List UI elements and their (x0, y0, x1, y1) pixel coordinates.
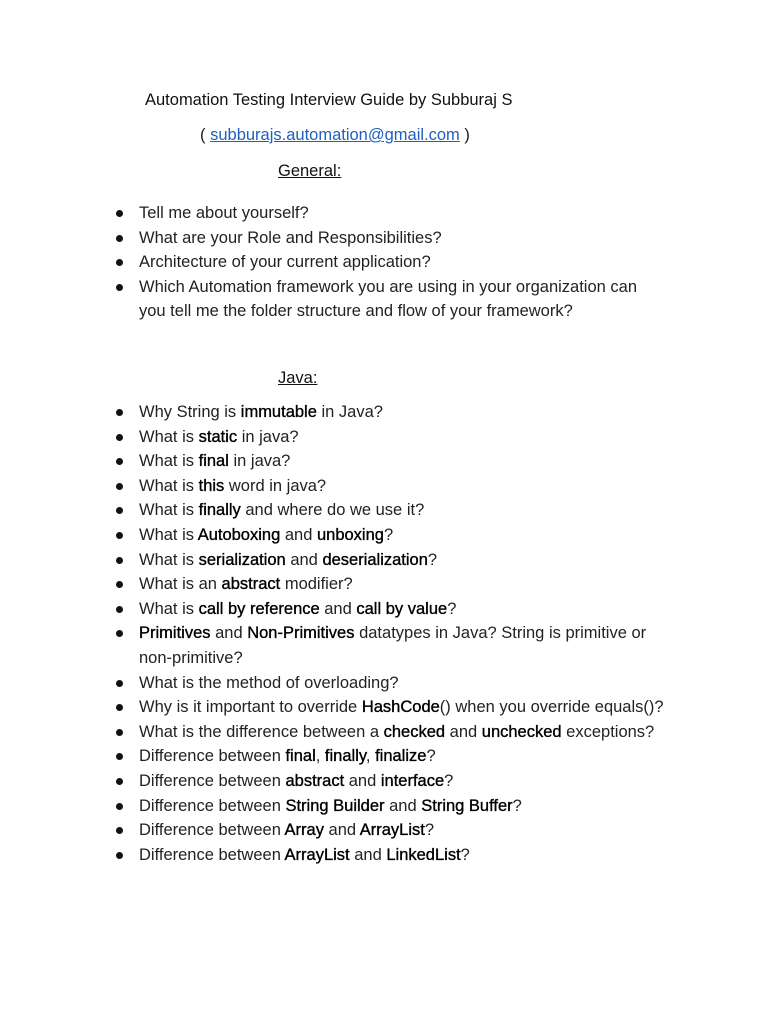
emphasized-term: Array (284, 821, 324, 840)
list-item-text: and (319, 599, 357, 618)
list-item (0, 744, 768, 769)
list-item (0, 498, 768, 523)
list-item-text: datatypes in Java? String is primitive or non-primitive? (139, 624, 647, 667)
list-item (0, 523, 768, 548)
list-item-text: and (210, 624, 248, 643)
list-item: Architecture of your current application? (0, 250, 768, 275)
emphasized-term: checked (383, 722, 446, 741)
list-item-text: Difference between (139, 796, 286, 815)
list-item-text: ? (512, 796, 522, 815)
list-item (0, 449, 768, 474)
list-item (0, 843, 768, 868)
list-item (0, 474, 768, 499)
email-line (200, 123, 470, 147)
list-item-text: ? (427, 550, 438, 569)
list-item-text: What is the method of overloading? (139, 673, 399, 692)
list-item: Tell me about yourself? (0, 201, 768, 226)
list-item-text: What is (139, 599, 199, 618)
list-item-text: and (445, 722, 482, 741)
email-link[interactable]: subburajs.automation@gmail.com (210, 126, 460, 144)
emphasized-term: final (198, 452, 229, 471)
list-item-text: What is the difference between a (139, 722, 384, 741)
emphasized-term: abstract (285, 771, 345, 790)
emphasized-term: deserialization (322, 550, 428, 569)
list-item (0, 425, 768, 450)
list-item (0, 671, 768, 696)
list-item-text: What is (139, 550, 199, 569)
list-item-text: Difference between (139, 771, 286, 790)
emphasized-term: interface (380, 771, 445, 790)
list-item (0, 621, 768, 670)
list-item-text: What is (139, 501, 199, 520)
emphasized-term: ArrayList (359, 821, 425, 840)
list-item (0, 400, 768, 425)
list-item (0, 548, 768, 573)
list-item-text: What is (139, 452, 199, 471)
list-item: What are your Role and Responsibilities? (0, 226, 768, 251)
java-question-list (0, 400, 768, 867)
list-item-text: ? (460, 845, 470, 864)
list-item-text: and (384, 796, 422, 815)
list-item-text: What is (139, 525, 198, 544)
list-item-text: and (280, 525, 317, 544)
document-title: Automation Testing Interview Guide by Subburaj S (145, 91, 513, 109)
emphasized-term: Primitives (139, 624, 211, 643)
list-item-text: in java? (228, 452, 291, 471)
list-item-text: Difference between (139, 821, 285, 840)
list-item-text: Why String is (139, 403, 241, 421)
emphasized-term: Autoboxing (197, 525, 281, 544)
list-item-text: in java? (237, 427, 299, 446)
list-item-text: Difference between (139, 845, 285, 864)
list-item-text: What is (139, 427, 199, 446)
list-item (0, 818, 768, 843)
list-item-text: What is (139, 476, 199, 495)
list-item (0, 597, 768, 622)
list-item-text: Difference between (139, 747, 286, 766)
list-item-text: , (365, 747, 376, 766)
emphasized-term: serialization (198, 550, 286, 569)
section-heading-general: General: (278, 162, 342, 180)
list-item-text: and (285, 550, 323, 569)
list-item-text: () when you override equals()? (439, 698, 664, 717)
list-item-text: and (344, 771, 381, 790)
emphasized-term: this (198, 476, 225, 495)
emphasized-term: finally (198, 501, 241, 520)
list-item-text: ? (444, 771, 454, 790)
emphasized-term: finalize (375, 747, 427, 766)
list-item-text: ? (426, 747, 436, 766)
emphasized-term: unchecked (481, 722, 562, 741)
emphasized-term: Non-Primitives (247, 624, 355, 643)
list-item-text: and (323, 821, 360, 840)
list-item-text: ? (424, 821, 435, 840)
emphasized-term: call by value (356, 599, 448, 618)
list-item-text: exceptions? (561, 722, 655, 741)
emphasized-term: ArrayList (284, 845, 350, 864)
list-item (0, 794, 768, 819)
emphasized-term: unboxing (316, 525, 384, 544)
list-item (0, 695, 768, 720)
list-item-text: and where do we use it? (240, 501, 425, 520)
emphasized-term: call by reference (198, 599, 320, 618)
emphasized-term: immutable (240, 403, 317, 421)
list-item-text: and (349, 845, 387, 864)
list-item (0, 769, 768, 794)
emphasized-term: abstract (221, 575, 281, 594)
emphasized-term: final (285, 747, 316, 766)
emphasized-term: finally (324, 747, 366, 766)
list-item-text: Why is it important to override (139, 698, 362, 717)
emphasized-term: static (198, 427, 238, 446)
emphasized-term: String Builder (285, 796, 385, 815)
emphasized-term: HashCode (361, 698, 440, 717)
list-item (0, 572, 768, 597)
list-item: Which Automation framework you are using in your organization can you tell me the folder structure and flow of your framework? (0, 275, 768, 324)
list-item-text: modifier? (280, 575, 353, 594)
list-item-text: ? (383, 525, 394, 544)
list-item-text: , (315, 747, 325, 766)
emphasized-term: LinkedList (386, 845, 461, 864)
list-item-text: ? (447, 599, 457, 618)
list-item-text: What is an (139, 575, 222, 594)
emphasized-term: String Buffer (421, 796, 513, 815)
list-item (0, 720, 768, 745)
list-item-text: word in java? (224, 476, 327, 495)
email-open-paren: ( (200, 126, 211, 144)
email-close-paren: ) (459, 126, 470, 144)
list-item-text: in Java? (316, 403, 383, 421)
section-heading-java: Java: (278, 369, 318, 387)
general-question-list (0, 201, 768, 324)
